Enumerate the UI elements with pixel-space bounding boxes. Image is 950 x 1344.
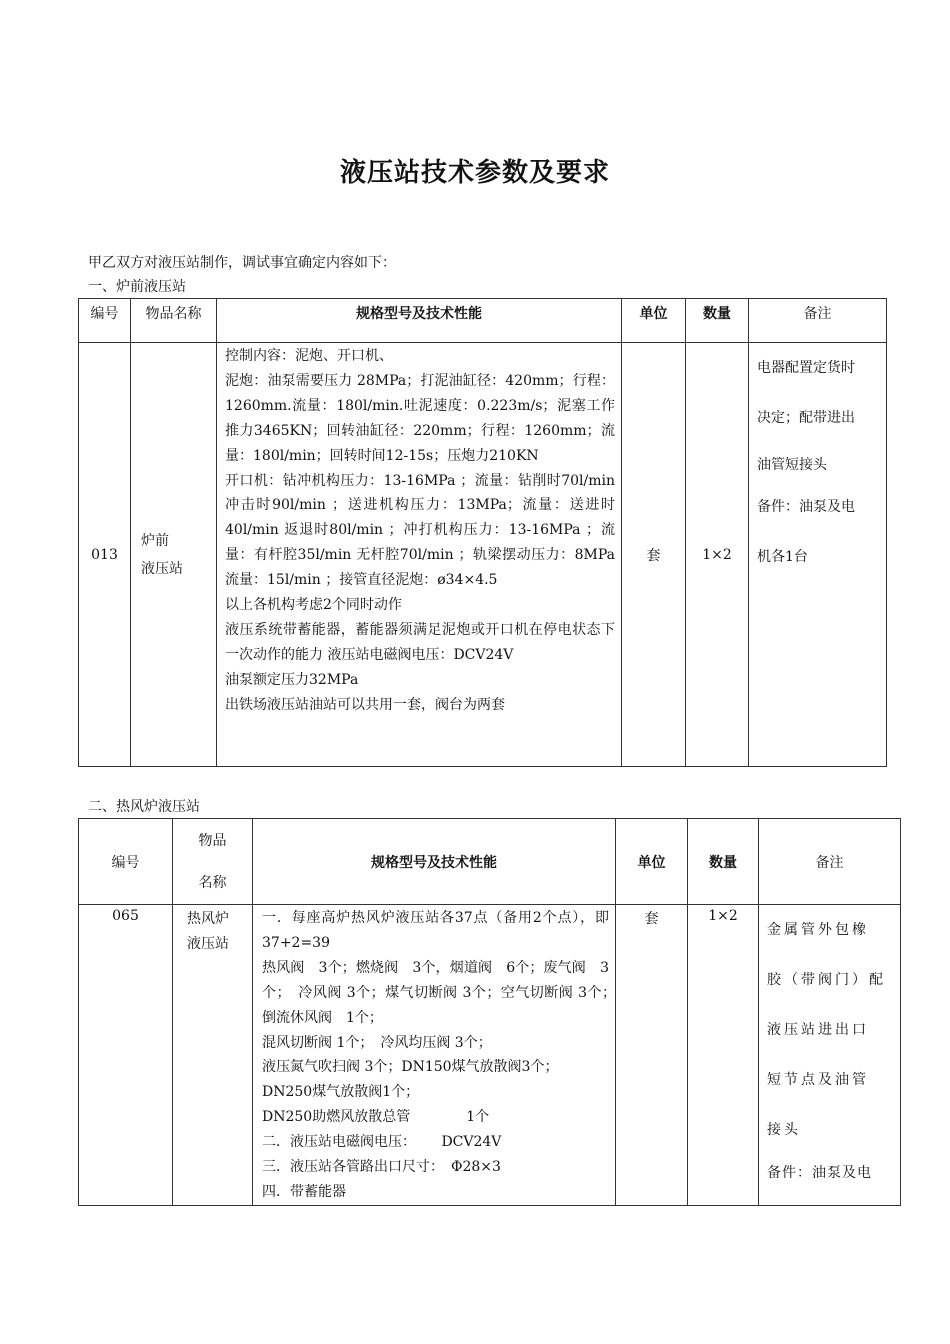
header-spec: 规格型号及技术性能	[217, 299, 622, 343]
header-spec: 规格型号及技术性能	[253, 819, 616, 905]
table-furnace-front-station	[78, 298, 887, 767]
remark-line: 接头	[767, 1122, 801, 1138]
table-row	[79, 343, 887, 767]
spec-line: DN250助燃风放散总管 1个	[262, 1109, 490, 1126]
spec-line: 控制内容：泥炮、开口机、	[225, 348, 393, 364]
cell-remark	[749, 343, 887, 767]
section-1-heading: 一、炉前液压站	[88, 279, 186, 295]
remark-line: 金属管外包橡	[767, 922, 869, 938]
cell-spec	[253, 905, 623, 1206]
spec-line: DN250煤气放散阀1个；	[262, 1084, 420, 1101]
remark-line: 备件：油泵及电	[757, 499, 855, 515]
remark-line: 短节点及油管	[767, 1072, 869, 1088]
header-qty: 数量	[686, 299, 749, 343]
section-2-heading: 二、热风炉液压站	[88, 799, 200, 815]
header-name-line: 物品	[198, 832, 227, 849]
remark-line: 决定；配带进出	[757, 410, 855, 426]
header-name	[173, 819, 253, 905]
table-row	[79, 905, 901, 1206]
remark-line: 油管短接头	[757, 457, 827, 473]
header-name-line: 名称	[198, 874, 227, 891]
spec-line: 液压氮气吹扫阀 3个；DN150煤气放散阀3个；	[262, 1059, 559, 1076]
remark-line: 胶（带阀门）配	[767, 972, 886, 988]
cell-remark	[759, 905, 901, 1206]
header-name: 物品名称	[131, 299, 217, 343]
table-header-row	[79, 819, 901, 905]
cell-no: 065	[79, 905, 173, 1206]
cell-name-line: 热风炉	[187, 911, 229, 927]
remark-line: 电器配置定货时	[757, 360, 855, 376]
header-remark: 备注	[749, 299, 887, 343]
header-no: 编号	[79, 819, 173, 905]
table-header-row	[79, 299, 887, 343]
remark-line: 备件：油泵及电	[767, 1165, 872, 1181]
remark-line: 机各1台	[757, 549, 808, 565]
table-hot-blast-station	[78, 818, 901, 1206]
spec-line: 液压系统带蓄能器，蓄能器须满足泥炮或开口机在停电状态下一次动作的能力 液压站电磁阀电压：DCV24V	[225, 621, 615, 663]
spec-line: 二．液压站电磁阀电压： DCV24V	[262, 1134, 502, 1151]
header-unit: 单位	[616, 819, 688, 905]
spec-line: 开口机：钻冲机构压力：13-16MPa ；流量：钻削时70l/min 冲击时90l/min ；送进机构压力：13MPa；流量：送进时40l/min 返退时80l/min ；冲打机构压力：13-16MPa ；流量：有杆腔35l/min 无杆腔70l/min ；轨梁摆动压力：8MPa 流量：15l/min ；接管直径泥炮：ø34×4.5	[225, 472, 615, 589]
header-no: 编号	[79, 299, 131, 343]
spec-line: 泥炮：油泵需要压力 28MPa；打泥油缸径：420mm；行程：1260mm.流量：180l/min.吐泥速度：0.223m/s；泥塞工作推力3465KN；回转油缸径：220mm；行程：1260mm；流量：180l/min；回转时间12-15s；压炮力210KN	[225, 372, 615, 464]
remark-line: 液压站进出口	[767, 1022, 869, 1038]
spec-line: 油泵额定压力32MPa	[225, 671, 359, 688]
spec-line: 混风切断阀 1个； 冷风均压阀 3个；	[262, 1034, 492, 1051]
header-qty: 数量	[688, 819, 759, 905]
cell-name-line: 液压站	[187, 936, 229, 952]
spec-line: 出铁场液压站油站可以共用一套，阀台为两套	[225, 696, 505, 713]
page-title: 液压站技术参数及要求	[339, 158, 610, 188]
spec-line: 热风阀 3个；燃烧阀 3个，烟道阀 6个；废气阀 3个； 冷风阀 3个；煤气切断阀 3个；空气切断阀 3个； 倒流休风阀 1个；	[262, 959, 623, 1026]
cell-no: 013	[79, 343, 131, 767]
spec-line: 三．液压站各管路出口尺寸： Φ28×3	[262, 1159, 501, 1176]
header-remark: 备注	[759, 819, 901, 905]
cell-spec	[217, 343, 622, 767]
cell-qty: 1×2	[688, 905, 759, 1206]
cell-name-line: 液压站	[141, 560, 183, 577]
header-unit: 单位	[622, 299, 686, 343]
spec-line: 一．每座高炉热风炉液压站各37点（备用2个点），即37+2=39	[262, 910, 609, 951]
cell-name-line: 炉前	[141, 532, 169, 549]
cell-name	[173, 905, 253, 1206]
intro-text: 甲乙双方对液压站制作，调试事宜确定内容如下：	[88, 255, 396, 271]
cell-qty: 1×2	[686, 343, 749, 767]
cell-unit: 套	[616, 905, 688, 1206]
spec-line: 四．带蓄能器	[262, 1183, 346, 1200]
cell-name	[131, 343, 217, 767]
spec-line: 以上各机构考虑2个同时动作	[225, 597, 402, 614]
cell-unit: 套	[622, 343, 686, 767]
